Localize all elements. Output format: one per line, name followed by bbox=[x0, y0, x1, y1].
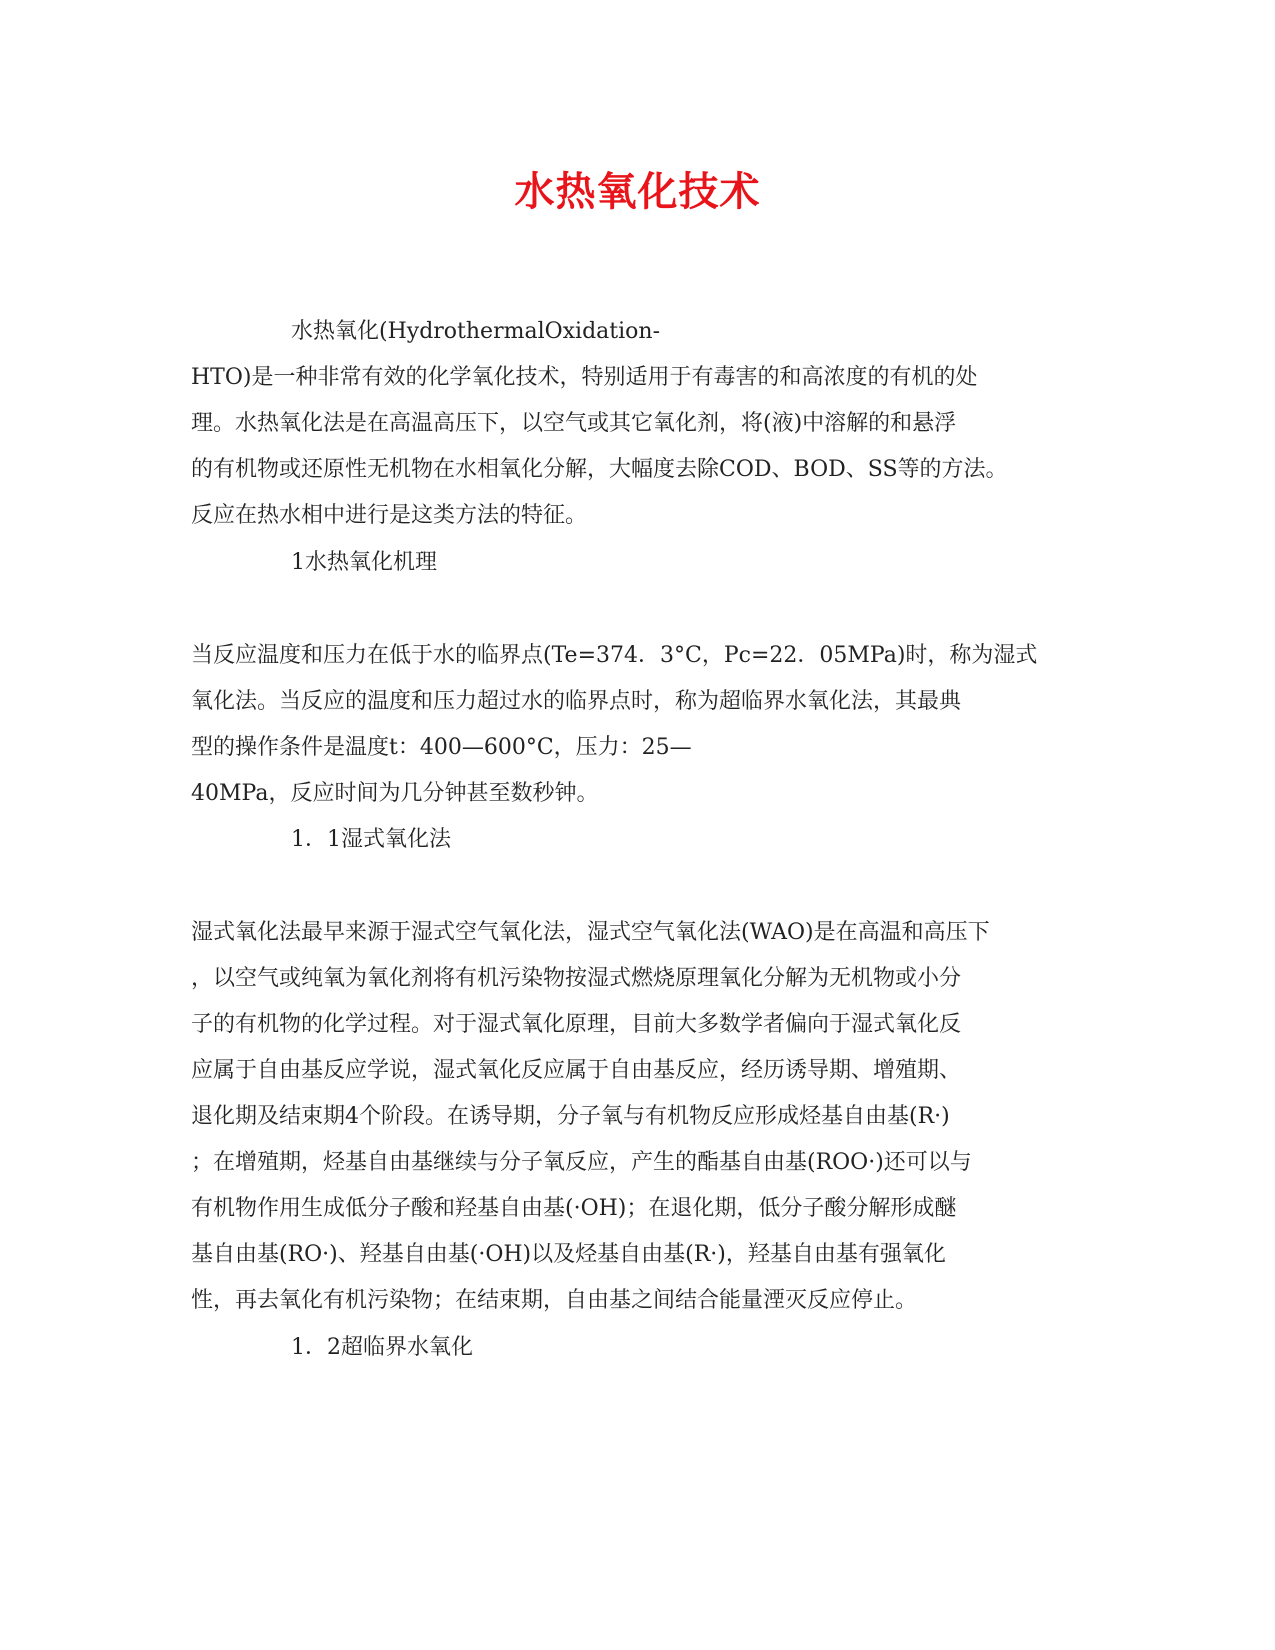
section-1-1-line-6: ；在增殖期，烃基自由基继续与分子氧反应，产生的酯基自由基(ROO·)还可以与 bbox=[191, 1150, 972, 1175]
intro-line-2: HTO)是一种非常有效的化学氧化技术，特别适用于有毒害的和高浓度的有机的处 bbox=[191, 365, 978, 390]
section-1-line-2: 氧化法。当反应的温度和压力超过水的临界点时，称为超临界水氧化法，其最典 bbox=[191, 689, 962, 714]
section-1-2-heading: 1．2超临界水氧化 bbox=[291, 1335, 473, 1360]
section-1-1-line-1: 湿式氧化法最早来源于湿式空气氧化法，湿式空气氧化法(WAO)是在高温和高压下 bbox=[191, 920, 990, 945]
section-1-1-heading: 1．1湿式氧化法 bbox=[291, 827, 451, 852]
page-title: 水热氧化技术 bbox=[514, 168, 761, 215]
intro-line-1: 水热氧化(HydrothermalOxidation- bbox=[291, 319, 661, 344]
intro-line-3: 理。水热氧化法是在高温高压下，以空气或其它氧化剂，将(液)中溶解的和悬浮 bbox=[191, 411, 957, 436]
section-1-line-4: 40MPa，反应时间为几分钟甚至数秒钟。 bbox=[191, 781, 599, 806]
section-1-1-line-5: 退化期及结束期4个阶段。在诱导期，分子氧与有机物反应形成烃基自由基(R·) bbox=[191, 1104, 950, 1129]
section-1-heading: 1水热氧化机理 bbox=[291, 550, 437, 575]
section-1-1-line-3: 子的有机物的化学过程。对于湿式氧化原理，目前大多数学者偏向于湿式氧化反 bbox=[191, 1012, 962, 1037]
section-1-1-line-9: 性，再去氧化有机污染物；在结束期，自由基之间结合能量湮灭反应停止。 bbox=[191, 1288, 918, 1313]
intro-line-5: 反应在热水相中进行是这类方法的特征。 bbox=[191, 503, 588, 528]
section-1-1-line-8: 基自由基(RO·)、羟基自由基(·OH)以及烃基自由基(R·)，羟基自由基有强氧化 bbox=[191, 1242, 946, 1267]
intro-line-4: 的有机物或还原性无机物在水相氧化分解，大幅度去除COD、BOD、SS等的方法。 bbox=[191, 457, 1008, 482]
section-1-line-1: 当反应温度和压力在低于水的临界点(Te=374．3°C，Pc=22．05MPa)时，称为湿式 bbox=[191, 643, 1038, 668]
section-1-1-line-7: 有机物作用生成低分子酸和羟基自由基(·OH)；在退化期，低分子酸分解形成醚 bbox=[191, 1196, 957, 1221]
section-1-1-line-4: 应属于自由基反应学说，湿式氧化反应属于自由基反应，经历诱导期、增殖期、 bbox=[191, 1058, 962, 1083]
section-1-1-line-2: ，以空气或纯氧为氧化剂将有机污染物按湿式燃烧原理氧化分解为无机物或小分 bbox=[191, 966, 962, 991]
section-1-line-3: 型的操作条件是温度t：400—600°C，压力：25— bbox=[191, 735, 692, 760]
